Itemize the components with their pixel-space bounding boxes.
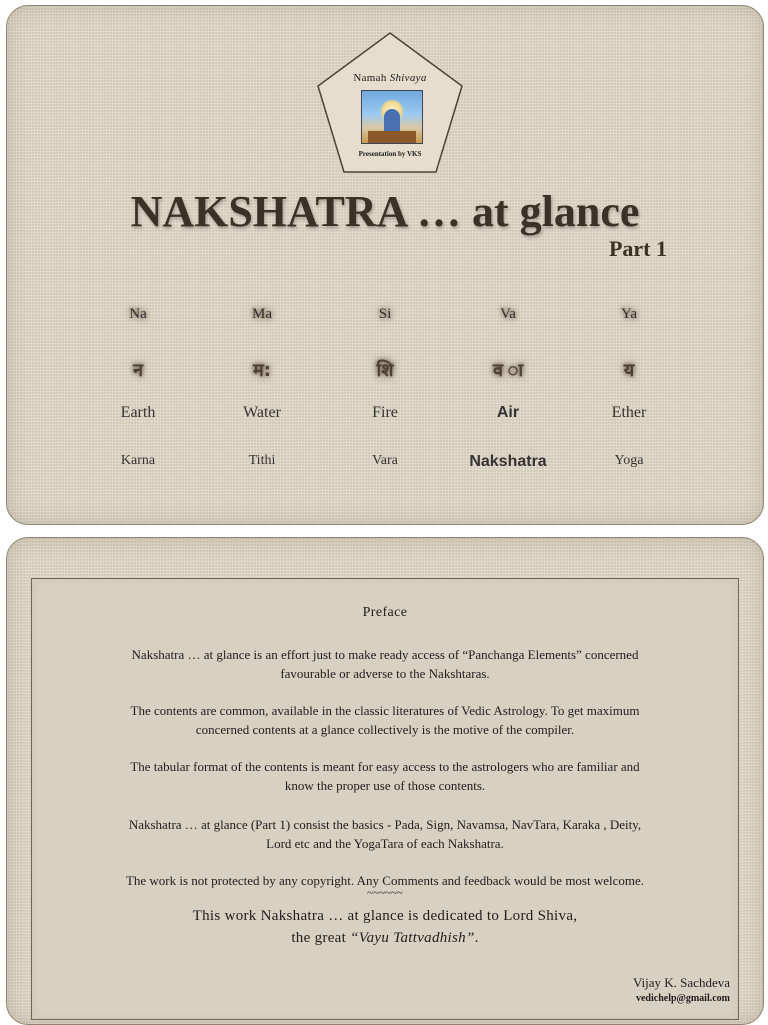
paragraph-2-line-1: The contents are common, available in the classic literatures of Vedic Astrology. To get maximum <box>130 703 640 718</box>
element-water: Water <box>243 404 281 421</box>
dedication <box>32 905 738 949</box>
paragraph-1-line-1: Nakshatra … at glance is an effort just to make ready access of “Panchanga Elements” concerned <box>131 647 639 662</box>
devanagari-si: शि <box>376 360 394 381</box>
badge-title-word2: Shivaya <box>389 72 427 84</box>
syllable-va: Va <box>500 306 516 322</box>
limb-nakshatra: Nakshatra <box>469 453 547 470</box>
preface-paragraph-2 <box>32 701 738 739</box>
syllable-na: Na <box>129 306 147 322</box>
paragraph-4-line-2: Lord etc and the YogaTara of each Nakshatra. <box>266 836 504 851</box>
author-name: Vijay K. Sachdeva <box>632 975 730 990</box>
dedication-prefix: the great <box>291 930 351 946</box>
paragraph-3-line-1: The tabular format of the contents is meant for easy access to the astrologers who are familiar and <box>130 759 640 774</box>
dedication-italic: “Vayu Tattvadhish” <box>350 930 475 946</box>
limb-vara: Vara <box>372 453 398 468</box>
dedication-suffix: . <box>474 930 479 946</box>
paragraph-5-line-1: The work is not protected by any copyright. Any Comments and feedback would be most welcome. <box>125 873 645 888</box>
syllable-ya: Ya <box>621 306 637 322</box>
author-email: vedichelp@gmail.com <box>635 993 730 1004</box>
devanagari-na: न <box>133 360 143 381</box>
badge-subtitle: Presentation by VKS <box>358 150 422 158</box>
paragraph-4-line-1: Nakshatra … at glance (Part 1) consist the basics - Pada, Sign, Navamsa, NavTara, Karaka , Deity, <box>128 817 642 832</box>
preface-heading: Preface <box>362 605 408 620</box>
paragraph-3-line-2: know the proper use of those contents. <box>284 778 486 793</box>
syllable-ma: Ma <box>252 306 272 322</box>
element-fire: Fire <box>372 404 398 421</box>
base-shape <box>368 131 416 143</box>
preface-box <box>31 578 739 1020</box>
element-ether: Ether <box>611 404 647 421</box>
paragraph-2-line-2: concerned contents at a glance collectively is the motive of the compiler. <box>195 722 575 737</box>
part-label: Part 1 <box>608 236 667 261</box>
dedication-line-2 <box>32 927 738 949</box>
preface-paragraph-1 <box>32 645 738 683</box>
title-slide <box>6 5 764 525</box>
preface-slide <box>6 537 764 1025</box>
element-air: Air <box>496 404 520 421</box>
element-earth: Earth <box>120 404 156 421</box>
syllable-si: Si <box>378 306 392 322</box>
badge-title-word1: Namah <box>353 72 387 84</box>
namah-shivaya-badge <box>314 30 466 178</box>
preface-paragraph-3 <box>32 757 738 795</box>
preface-paragraph-4 <box>32 815 738 853</box>
separator: ~~~~~~ <box>367 887 403 899</box>
dedication-line-1: This work Nakshatra … at glance is dedicated to Lord Shiva, <box>192 908 578 924</box>
limb-tithi: Tithi <box>248 453 276 468</box>
limb-karna: Karna <box>120 453 156 468</box>
devanagari-ma: म: <box>253 360 271 381</box>
deity-image <box>361 90 423 144</box>
limb-yoga: Yoga <box>614 453 644 468</box>
devanagari-ya: य <box>623 360 635 381</box>
paragraph-1-line-2: favourable or adverse to the Nakshtaras. <box>280 666 490 681</box>
badge-title <box>314 72 466 84</box>
devanagari-va: व ा <box>492 360 524 381</box>
main-title: NAKSHATRA … at glance <box>130 187 640 236</box>
